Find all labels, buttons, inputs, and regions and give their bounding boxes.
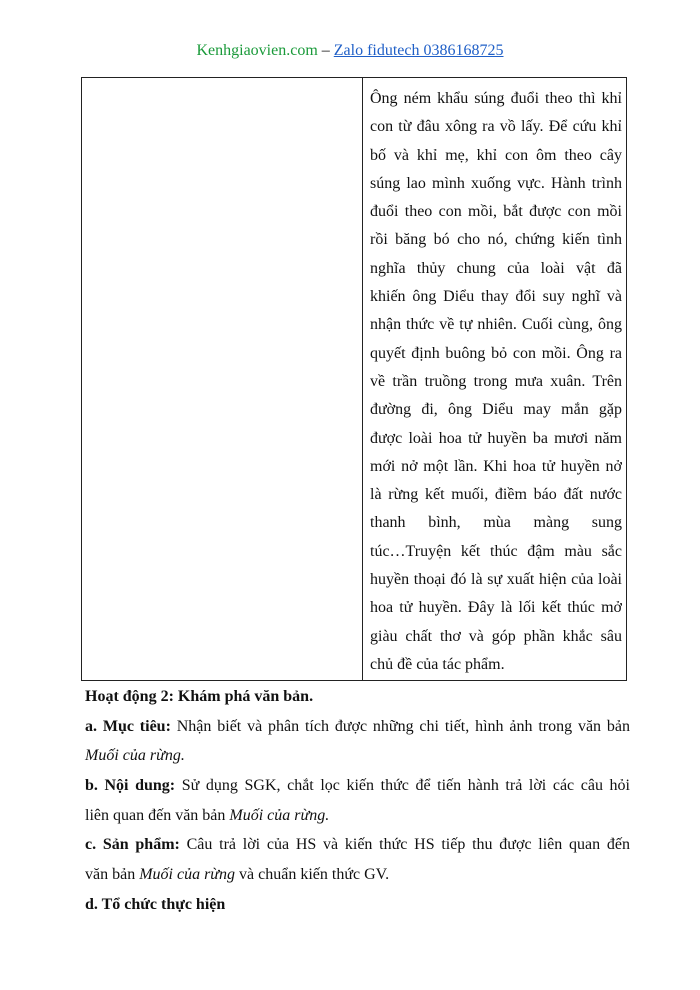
- content-table: [81, 77, 627, 681]
- organization-line: [85, 890, 630, 920]
- product-label: c. Sản phẩm:: [85, 836, 180, 854]
- table-text-line: được loài hoa tử huyền ba mươi năm: [370, 429, 622, 447]
- table-text-line: nhận thức về tự nhiên. Cuối cùng, ông: [370, 316, 622, 334]
- organization-label: d. Tổ chức thực hiện: [85, 895, 226, 913]
- product-title: Muối của rừng: [139, 866, 236, 884]
- objective-title: Muối của rừng.: [85, 747, 185, 765]
- content-title: Muối của rừng.: [229, 806, 330, 824]
- table-right-cell: [370, 85, 622, 679]
- content-label: b. Nội dung:: [85, 777, 176, 795]
- objective-label: a. Mục tiêu:: [85, 717, 171, 735]
- table-text-line: súng lao mình xuống vực. Hành trình: [370, 174, 622, 192]
- table-text-line: huyền thoại đó là sự xuất hiện của loài: [370, 571, 622, 589]
- table-text-line: quyết định buông bỏ con mồi. Ông ra: [370, 344, 622, 362]
- header-zalo-link[interactable]: Zalo fidutech 0386168725: [333, 42, 504, 59]
- table-text-line: bố và khỉ mẹ, khỉ con ôm theo cây: [370, 146, 622, 164]
- product-line-2: văn bản Muối của rừng và chuẩn kiến thức GV.: [85, 866, 390, 884]
- page-header: [0, 42, 700, 60]
- activity-heading: Hoạt động 2: Khám phá văn bản.: [85, 688, 314, 705]
- table-text-line: giàu chất thơ và góp phần khắc sâu: [370, 627, 622, 645]
- table-text-line: là rừng kết muối, điềm báo đất nước: [370, 486, 622, 504]
- table-text-line: nghĩa thủy chung của loài vật đã: [370, 259, 622, 277]
- header-separator: –: [317, 42, 334, 59]
- table-column-divider: [362, 78, 363, 680]
- content-text: Sử dụng SGK, chắt lọc kiến thức để tiến hành trả lời các câu hỏi: [175, 777, 631, 795]
- product-text: Câu trả lời của HS và kiến thức HS tiếp thu được liên quan đến: [179, 836, 630, 854]
- table-text-line: Ông ném khẩu súng đuổi theo thì khỉ: [370, 90, 622, 107]
- product-line: [85, 830, 630, 860]
- objective-title-line: [85, 741, 630, 771]
- table-text-line: về trần truồng trong mưa xuân. Trên: [370, 372, 622, 390]
- table-text-line: khiến ông Diểu thay đổi suy nghĩ và: [370, 288, 622, 306]
- table-text-line: hoa tử huyền. Đây là lối kết thúc mở: [370, 599, 622, 617]
- activity-section: [85, 682, 630, 920]
- table-text-line: đường đi, ông Diểu may mắn gặp: [370, 401, 622, 419]
- objective-text: Nhận biết và phân tích được những chi tiết, hình ảnh trong văn bản: [170, 717, 631, 735]
- table-text-line: chủ đề của tác phẩm.: [370, 655, 505, 673]
- table-text-line: con từ đâu xông ra vồ lấy. Để cứu khỉ: [370, 118, 622, 136]
- table-text-line: mới nở một lần. Khi hoa tử huyền nở: [370, 457, 622, 475]
- table-text-line: đuổi theo con mồi, bắt được con mồi: [370, 203, 622, 221]
- table-text-line: thanh bình, mùa màng sung: [370, 514, 622, 532]
- table-text-line: rồi băng bó cho nó, chứng kiến tình: [370, 231, 622, 249]
- objective-line: [85, 712, 630, 742]
- table-text-line: túc…Truyện kết thúc đậm màu sắc: [370, 542, 622, 560]
- header-site[interactable]: Kenhgiaovien.com: [196, 42, 318, 59]
- content-line: [85, 771, 630, 801]
- content-line-2: liên quan đến văn bản Muối của rừng.: [85, 806, 330, 824]
